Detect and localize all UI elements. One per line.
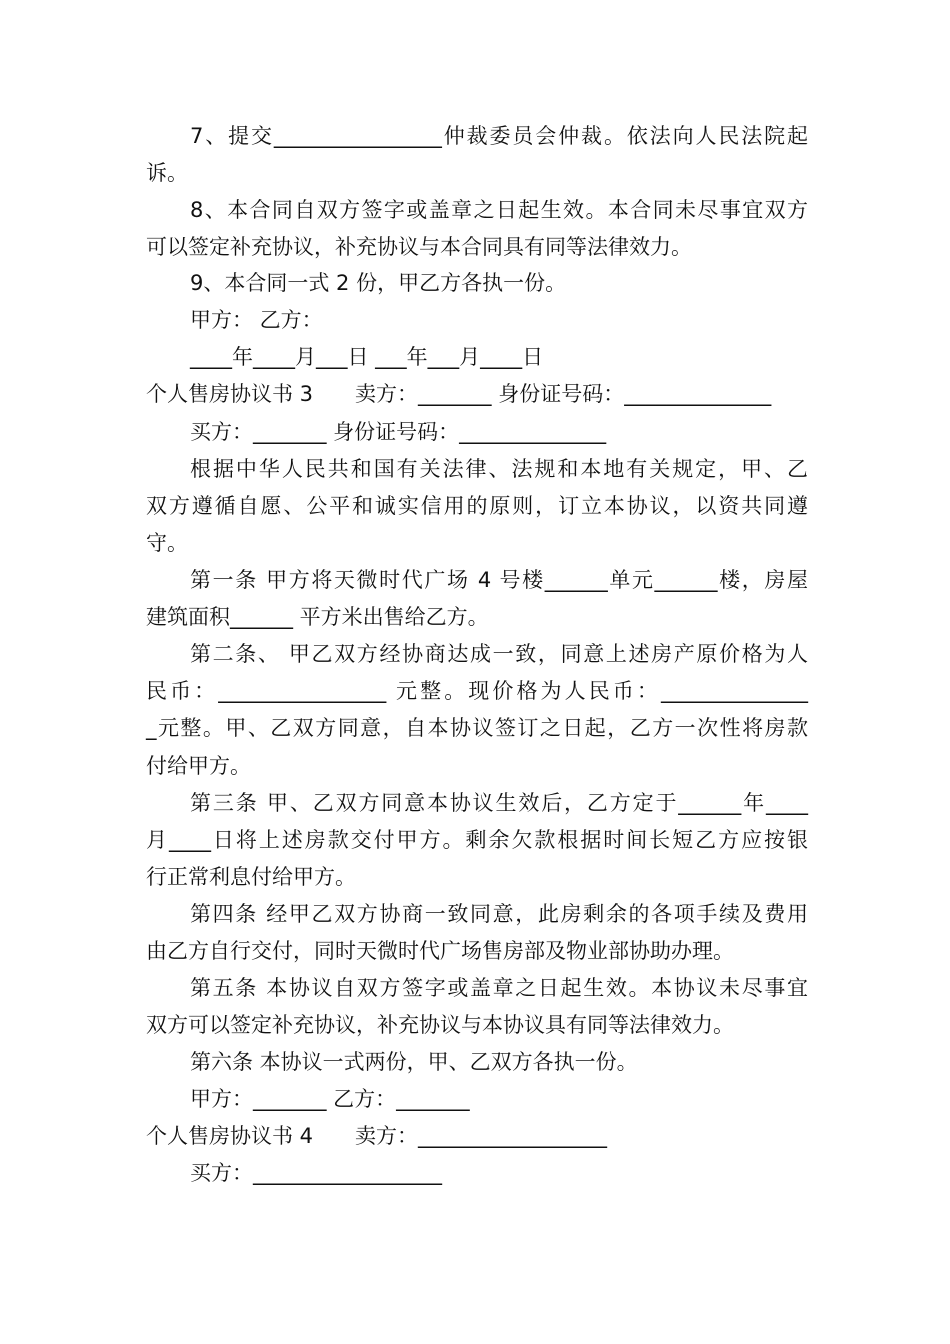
agreement-3-heading: 个人售房协议书 3 卖方：_______ 身份证号码：______________ — [146, 382, 772, 406]
clause-8-line-1: 8、本合同自双方签字或盖章之日起生效。本合同未尽事宜双方 — [190, 198, 808, 222]
article-3-line-3: 行正常利息付给甲方。 — [146, 865, 356, 889]
article-1-line-1: 第一条 甲方将天微时代广场 4 号楼______单元______楼，房屋 — [190, 568, 808, 592]
preamble-line-3: 守。 — [146, 531, 188, 555]
clause-7-line-1: 7、提交________________仲裁委员会仲裁。依法向人民法院起 — [190, 124, 808, 148]
clause-7-line-2: 诉。 — [146, 161, 188, 185]
article-2-line-3: _元整。甲、乙双方同意，自本协议签订之日起，乙方一次性将房款 — [146, 716, 808, 740]
date-line: ____年____月___日 ___年___月____日 — [190, 345, 544, 369]
article-2-line-2: 民币：________________ 元整。现价格为人民币：______________ — [146, 679, 808, 703]
article-3-line-1: 第三条 甲、乙双方同意本协议生效后，乙方定于______年____ — [190, 791, 808, 815]
clause-9-line: 9、本合同一式 2 份，甲乙方各执一份。 — [190, 271, 567, 295]
article-5-line-1: 第五条 本协议自双方签字或盖章之日起生效。本协议未尽事宜 — [190, 976, 808, 1000]
article-3-line-2: 月____日将上述房款交付甲方。剩余欠款根据时间长短乙方应按银 — [146, 828, 808, 852]
buyer-id-line: 买方：_______ 身份证号码：______________ — [190, 420, 607, 444]
agreement-4-heading: 个人售房协议书 4 卖方：__________________ — [146, 1124, 608, 1148]
article-4-line-2: 由乙方自行交付，同时天微时代广场售房部及物业部协助办理。 — [146, 939, 734, 963]
article-4-line-1: 第四条 经甲乙双方协商一致同意，此房剩余的各项手续及费用 — [190, 902, 808, 926]
article-6-line: 第六条 本协议一式两份，甲、乙双方各执一份。 — [190, 1050, 638, 1074]
article-2-line-1: 第二条、 甲乙双方经协商达成一致，同意上述房产原价格为人 — [190, 642, 808, 666]
article-1-line-2: 建筑面积______ 平方米出售给乙方。 — [146, 605, 489, 629]
signature-line: 甲方：_______ 乙方：_______ — [190, 1087, 470, 1111]
buyer-line: 买方：__________________ — [190, 1161, 442, 1185]
clause-8-line-2: 可以签定补充协议，补充协议与本合同具有同等法律效力。 — [146, 235, 692, 259]
party-labels-line: 甲方： 乙方： — [190, 308, 323, 332]
preamble-line-1: 根据中华人民共和国有关法律、法规和本地有关规定，甲、乙 — [190, 457, 808, 481]
preamble-line-2: 双方遵循自愿、公平和诚实信用的原则，订立本协议，以资共同遵 — [146, 494, 808, 518]
article-5-line-2: 双方可以签定补充协议，补充协议与本协议具有同等法律效力。 — [146, 1013, 734, 1037]
article-2-line-4: 付给甲方。 — [146, 754, 251, 778]
